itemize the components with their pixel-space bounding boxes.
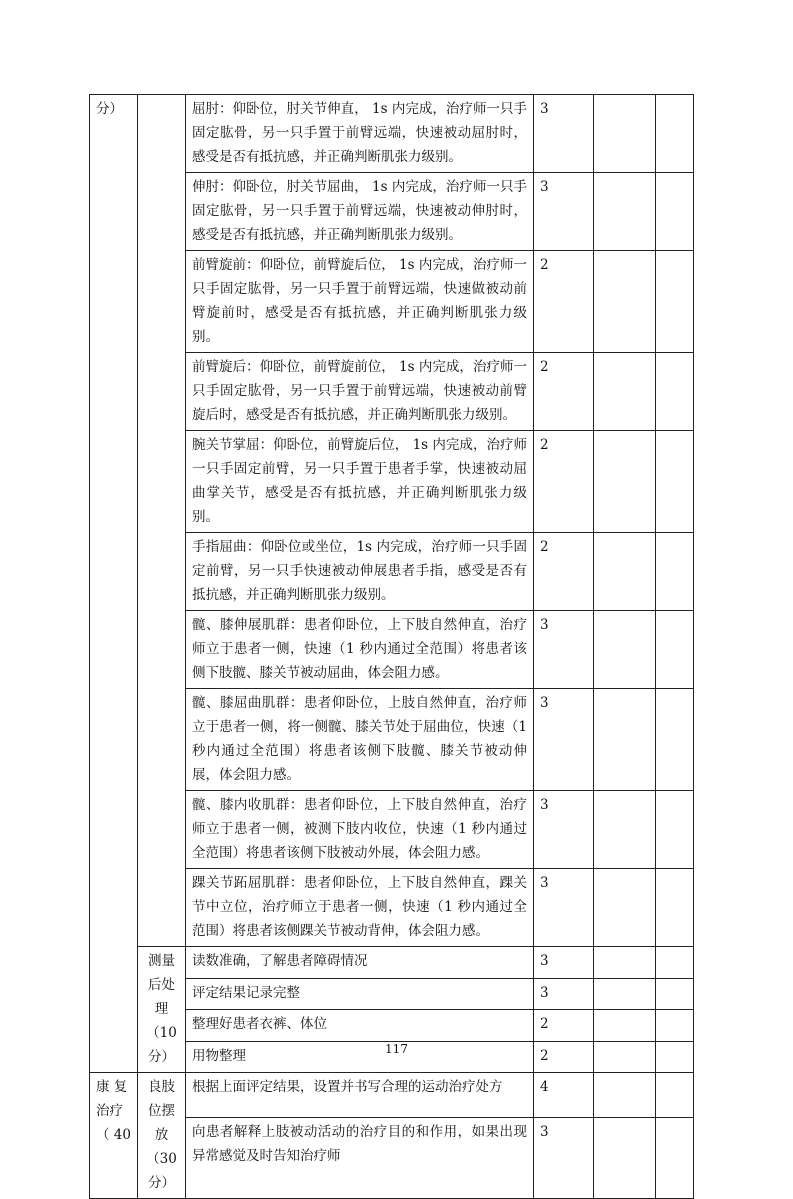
score-cell: 2 xyxy=(534,1010,594,1042)
subcategory-points: （10 分） xyxy=(146,1025,177,1065)
scoring-table xyxy=(89,94,694,1199)
category-cell xyxy=(90,1073,138,1199)
blank-cell xyxy=(656,611,694,689)
category-label-line2: 治疗 xyxy=(96,1103,123,1119)
blank-cell xyxy=(656,689,694,791)
blank-cell xyxy=(656,251,694,353)
blank-cell xyxy=(594,947,656,979)
category-cell xyxy=(90,95,138,1073)
item-cell: 读数准确，了解患者障碍情况 xyxy=(186,947,534,979)
item-cell: 髋、膝屈曲肌群：患者仰卧位，上肢自然伸直，治疗师立于患者一侧，将一侧髋、膝关节处于屈曲位，快速（1 秒内通过全范围）将患者该侧下肢髋、膝关节被动伸展，体会阻力感。 xyxy=(186,689,534,791)
blank-cell xyxy=(656,978,694,1010)
table-row xyxy=(90,95,694,173)
blank-cell xyxy=(594,431,656,533)
score-cell: 2 xyxy=(534,533,594,611)
score-cell: 2 xyxy=(534,251,594,353)
blank-cell xyxy=(594,533,656,611)
blank-cell xyxy=(656,791,694,869)
item-cell: 用物整理 xyxy=(186,1041,534,1073)
category-label-line1: 康 复 xyxy=(96,1079,128,1095)
blank-cell xyxy=(594,869,656,947)
blank-cell xyxy=(594,978,656,1010)
score-cell: 3 xyxy=(534,173,594,251)
item-cell: 伸肘：仰卧位，肘关节屈曲， 1s 内完成，治疗师一只手固定肱骨，另一只手置于前臂远端，快速被动伸肘时，感受是否有抵抗感，并正确判断肌张力级别。 xyxy=(186,173,534,251)
blank-cell xyxy=(594,1073,656,1118)
score-cell: 3 xyxy=(534,95,594,173)
blank-cell xyxy=(594,689,656,791)
item-cell: 髋、膝伸展肌群：患者仰卧位，上下肢自然伸直，治疗师立于患者一侧，快速（1 秒内通过全范围）将患者该侧下肢髋、膝关节被动屈曲，体会阻力感。 xyxy=(186,611,534,689)
blank-cell xyxy=(656,353,694,431)
item-cell: 整理好患者衣裤、体位 xyxy=(186,1010,534,1042)
item-cell: 腕关节掌屈：仰卧位，前臂旋后位， 1s 内完成，治疗师一只手固定前臂，另一只手置于患者手掌，快速被动屈曲掌关节，感受是否有抵抗感，并正确判断肌张力级别。 xyxy=(186,431,534,533)
blank-cell xyxy=(656,431,694,533)
blank-cell xyxy=(656,1118,694,1199)
blank-cell xyxy=(656,869,694,947)
score-cell: 3 xyxy=(534,947,594,979)
score-cell: 3 xyxy=(534,1118,594,1199)
score-cell: 3 xyxy=(534,978,594,1010)
score-cell: 4 xyxy=(534,1073,594,1118)
blank-cell xyxy=(656,533,694,611)
score-cell: 2 xyxy=(534,431,594,533)
item-cell: 向患者解释上肢被动活动的治疗目的和作用，如果出现异常感觉及时告知治疗师 xyxy=(186,1118,534,1199)
blank-cell xyxy=(656,1010,694,1042)
blank-cell xyxy=(656,947,694,979)
page-number: 117 xyxy=(385,1042,408,1056)
blank-cell xyxy=(594,353,656,431)
item-cell: 髋、膝内收肌群：患者仰卧位，上下肢自然伸直，治疗师立于患者一侧，被测下肢内收位，快速（1 秒内通过全范围）将患者该侧下肢被动外展，体会阻力感。 xyxy=(186,791,534,869)
subcategory-label: 良肢位摆放 xyxy=(148,1079,175,1143)
blank-cell xyxy=(656,173,694,251)
blank-cell xyxy=(594,791,656,869)
blank-cell xyxy=(594,251,656,353)
blank-cell xyxy=(594,173,656,251)
item-cell: 手指屈曲：仰卧位或坐位，1s 内完成，治疗师一只手固定前臂，另一只手快速被动伸展患者手指，感受是否有抵抗感，并正确判断肌张力级别。 xyxy=(186,533,534,611)
score-cell: 2 xyxy=(534,1041,594,1073)
item-cell: 前臂旋后：仰卧位，前臂旋前位， 1s 内完成，治疗师一只手固定肱骨，另一只手置于前臂远端，快速被动前臂旋后时，感受是否有抵抗感，并正确判断肌张力级别。 xyxy=(186,353,534,431)
table-row xyxy=(90,1073,694,1118)
score-cell: 2 xyxy=(534,353,594,431)
score-cell: 3 xyxy=(534,791,594,869)
item-cell: 评定结果记录完整 xyxy=(186,978,534,1010)
blank-cell xyxy=(656,95,694,173)
item-cell: 前臂旋前：仰卧位，前臂旋后位， 1s 内完成，治疗师一只手固定肱骨，另一只手置于前臂远端，快速做被动前臂旋前时，感受是否有抵抗感，并正确判断肌张力级别。 xyxy=(186,251,534,353)
category-label-line3: （ 40 xyxy=(96,1127,131,1143)
blank-cell xyxy=(594,1118,656,1199)
item-cell: 屈肘：仰卧位，肘关节伸直， 1s 内完成，治疗师一只手固定肱骨，另一只手置于前臂远端，快速被动屈肘时，感受是否有抵抗感，并正确判断肌张力级别。 xyxy=(186,95,534,173)
blank-cell xyxy=(594,611,656,689)
score-cell: 3 xyxy=(534,869,594,947)
blank-cell xyxy=(594,95,656,173)
subcategory-points: （30 分） xyxy=(146,1151,177,1191)
score-cell: 3 xyxy=(534,611,594,689)
blank-cell xyxy=(594,1010,656,1042)
item-cell: 踝关节跖屈肌群：患者仰卧位，上下肢自然伸直，踝关节中立位，治疗师立于患者一侧，快速（1 秒内通过全范围）将患者该侧踝关节被动背伸，体会阻力感。 xyxy=(186,869,534,947)
subcategory-label: 测量后处理 xyxy=(148,953,175,1017)
score-cell: 3 xyxy=(534,689,594,791)
table-row xyxy=(90,947,694,979)
category-fragment: 分） xyxy=(96,101,123,117)
subcategory-cell xyxy=(138,95,186,947)
item-cell: 根据上面评定结果，设置并书写合理的运动治疗处方 xyxy=(186,1073,534,1118)
blank-cell xyxy=(656,1073,694,1118)
subcategory-cell xyxy=(138,1073,186,1199)
